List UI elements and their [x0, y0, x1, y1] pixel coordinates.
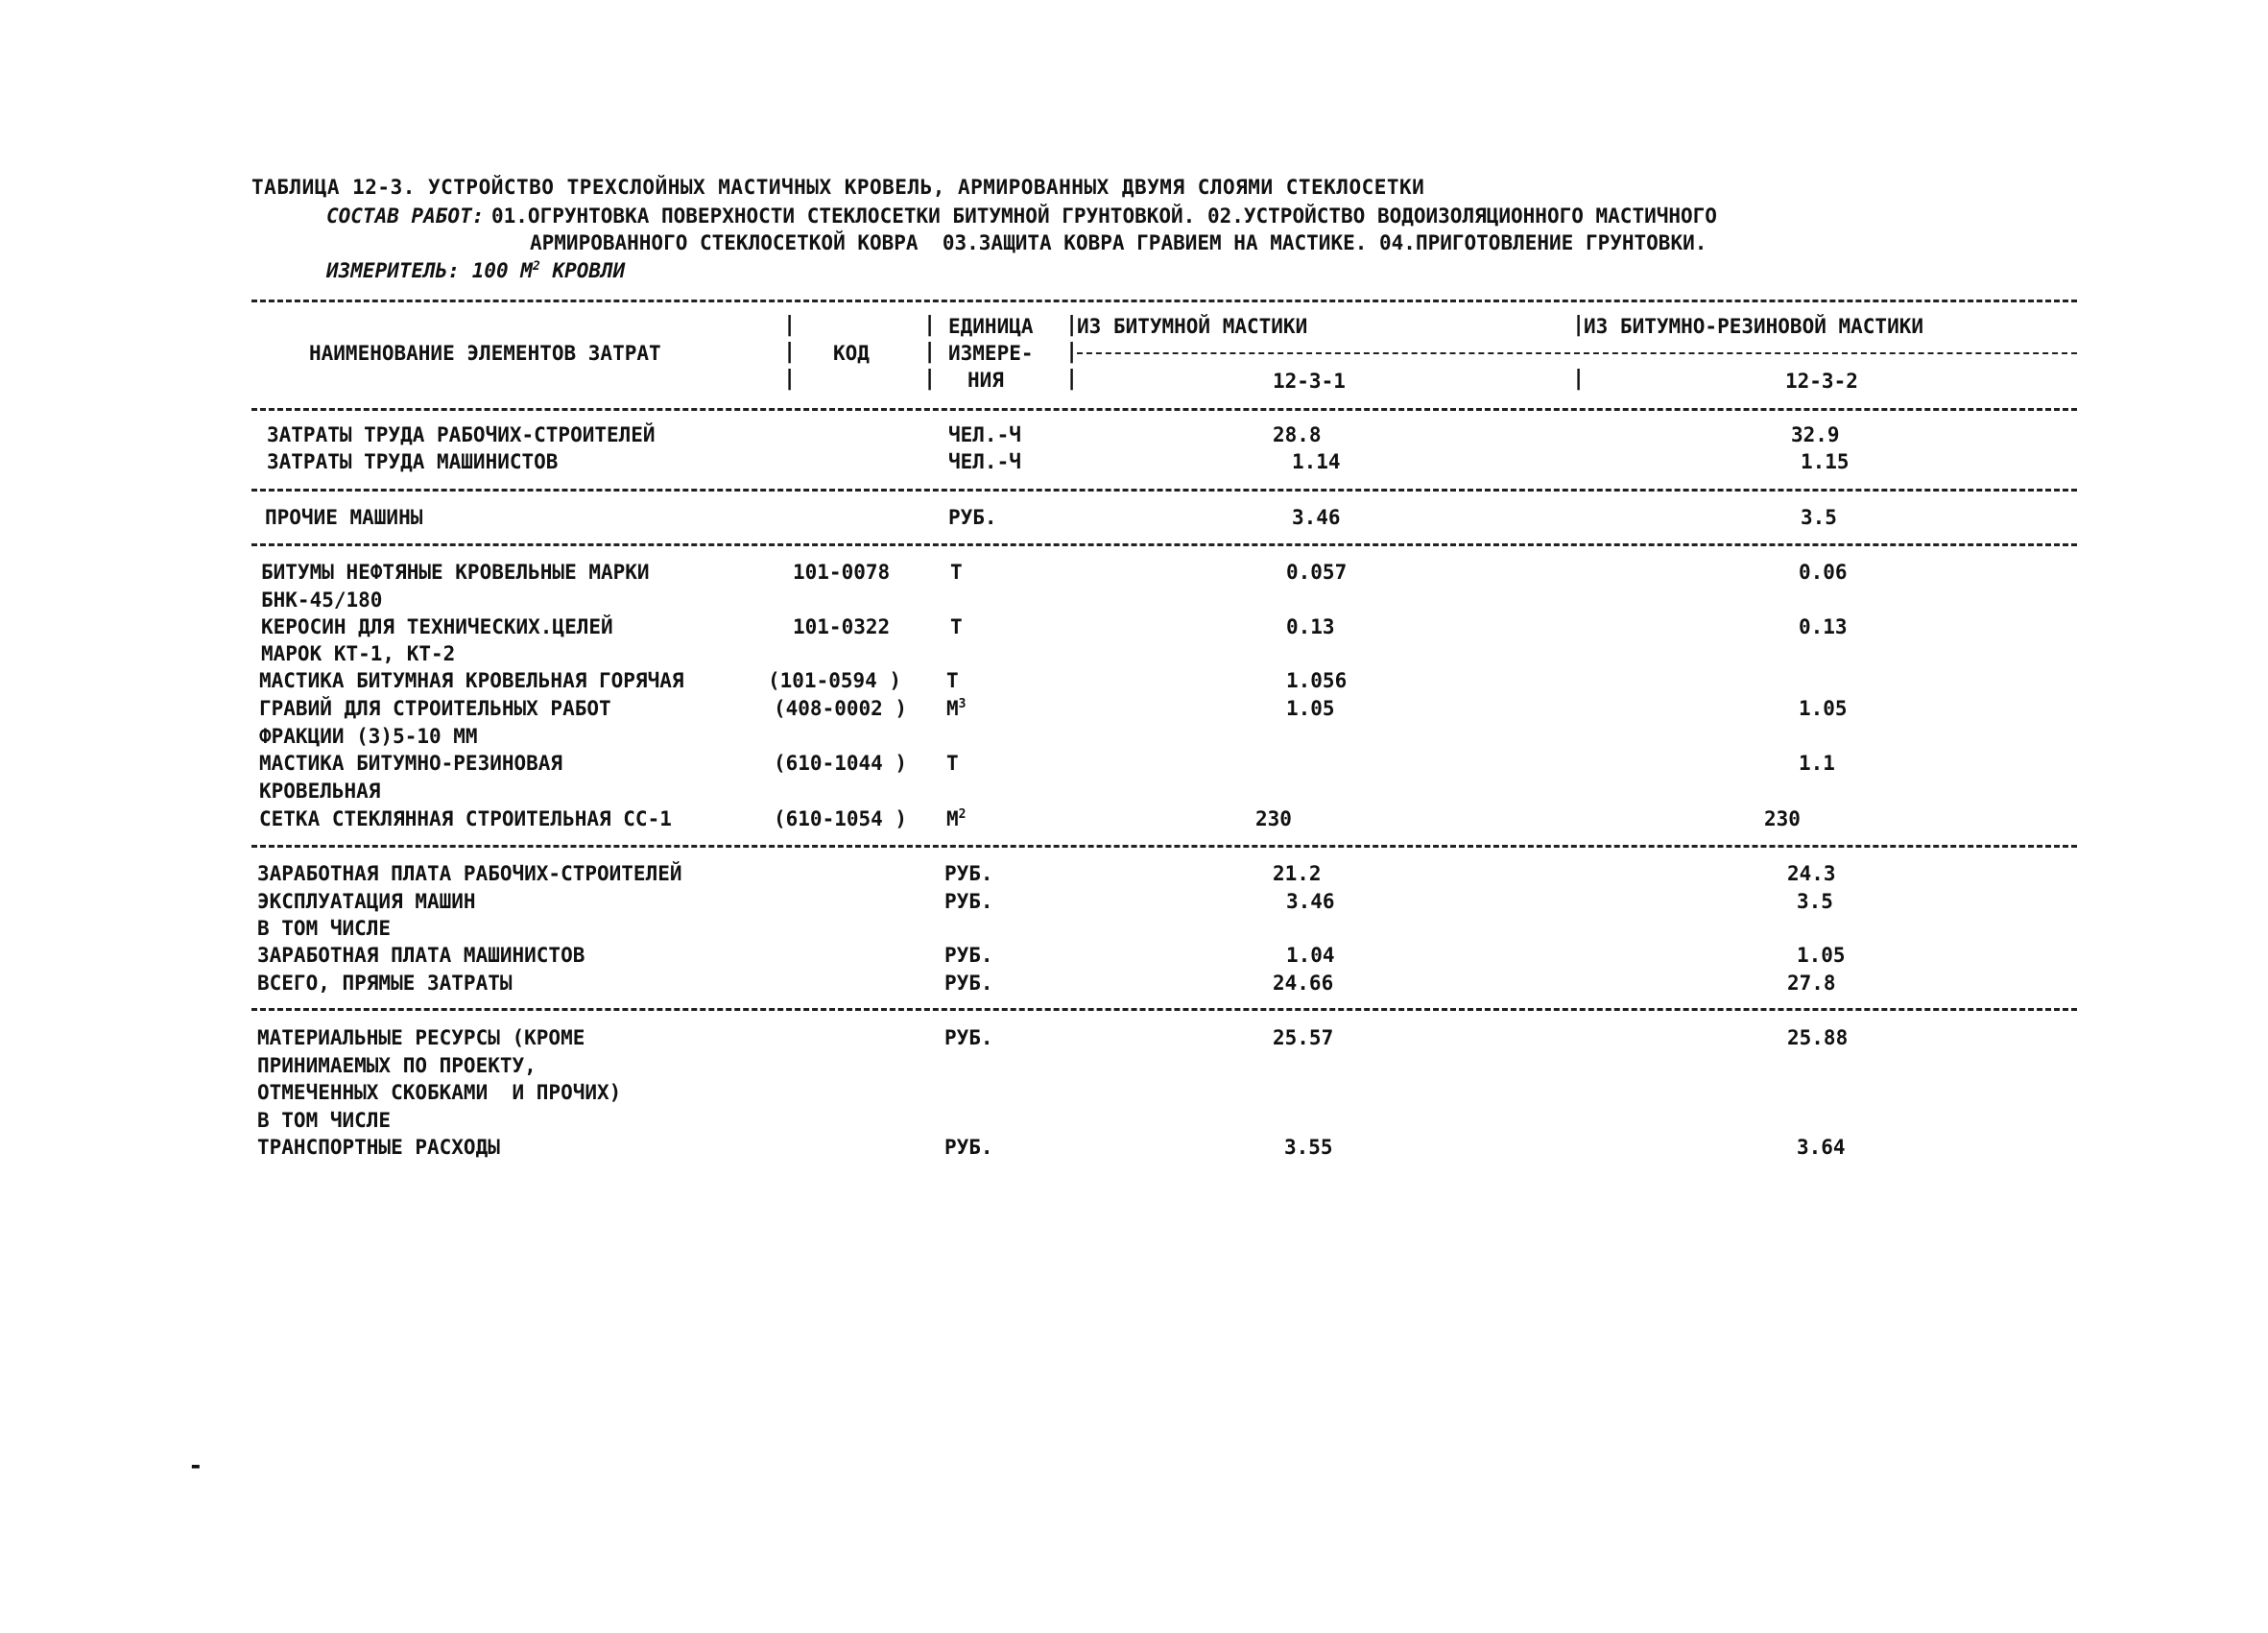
header-sep: |: [923, 340, 937, 364]
row-name-cont: ФРАКЦИИ (3)5-10 ММ: [259, 725, 478, 748]
row-name: ЗАТРАТЫ ТРУДА МАШИНИСТОВ: [267, 450, 559, 473]
row-name: СЕТКА СТЕКЛЯННАЯ СТРОИТЕЛЬНАЯ СС-1: [259, 807, 672, 830]
row-value-2: 1.05: [1799, 697, 1848, 720]
row-name: ЗАТРАТЫ ТРУДА РАБОЧИХ-СТРОИТЕЛЕЙ: [267, 423, 656, 446]
header-sep: |: [783, 313, 797, 337]
row-value-1: 3.55: [1284, 1136, 1333, 1159]
row-name: ЗАРАБОТНАЯ ПЛАТА МАШИНИСТОВ: [257, 944, 585, 967]
row-value-2: 24.3: [1787, 862, 1836, 885]
column-unit-header-l1: ЕДИНИЦА: [948, 315, 1034, 338]
row-name-cont: КРОВЕЛЬНАЯ: [259, 780, 381, 803]
row-code: (101-0594 ): [768, 669, 902, 692]
scan-mark: -: [188, 1452, 203, 1480]
row-name: ЗАРАБОТНАЯ ПЛАТА РАБОЧИХ-СТРОИТЕЛЕЙ: [257, 862, 682, 885]
group1-header: ИЗ БИТУМНОЙ МАСТИКИ: [1077, 315, 1308, 338]
row-value-1: 0.057: [1286, 561, 1348, 584]
row-name: ВСЕГО, ПРЯМЫЕ ЗАТРАТЫ: [257, 972, 513, 995]
table-top-rule: [251, 300, 2077, 302]
row-value-1: 1.056: [1286, 669, 1348, 692]
row-value-2: 3.5: [1797, 890, 1833, 913]
header-inner-rule: [1077, 352, 2077, 354]
column-unit-header-l2: ИЗМЕРЕ-: [948, 342, 1034, 365]
row-value-1: 3.46: [1286, 890, 1335, 913]
composition-line-1: 01.ОГРУНТОВКА ПОВЕРХНОСТИ СТЕКЛОСЕТКИ БИТУМНОЙ ГРУНТОВКОЙ. 02.УСТРОЙСТВО ВОДОИЗОЛЯЦИОННОГО МАСТИЧНОГО: [491, 204, 1717, 228]
column-code-header: КОД: [833, 342, 870, 365]
row-code: (408-0002 ): [774, 697, 908, 720]
row-unit: ЧЕЛ.-Ч: [948, 423, 1021, 446]
code2-header: 12-3-2: [1785, 370, 1858, 393]
composition-line-2: АРМИРОВАННОГО СТЕКЛОСЕТКОЙ КОВРА 03.ЗАЩИТА КОВРА ГРАВИЕМ НА МАСТИКЕ. 04.ПРИГОТОВЛЕНИЕ ГРУНТОВКИ.: [530, 231, 1707, 254]
row-value-1: 1.05: [1286, 697, 1335, 720]
row-name: ЭКСПЛУАТАЦИЯ МАШИН: [257, 890, 476, 913]
row-code: 101-0322: [793, 615, 891, 638]
header-sep: |: [1065, 313, 1079, 337]
row-name-cont: МАРОК КТ-1, КТ-2: [261, 642, 456, 665]
row-value-1: 1.14: [1292, 450, 1341, 473]
row-name: БИТУМЫ НЕФТЯНЫЕ КРОВЕЛЬНЫЕ МАРКИ: [261, 561, 650, 584]
composition-label: СОСТАВ РАБОТ:: [326, 204, 485, 228]
row-value-2: 230: [1764, 807, 1801, 830]
row-value-2: 0.06: [1799, 561, 1848, 584]
row-name: ТРАНСПОРТНЫЕ РАСХОДЫ: [257, 1136, 500, 1159]
row-unit: ЧЕЛ.-Ч: [948, 450, 1021, 473]
row-value-1: 24.66: [1273, 972, 1334, 995]
table-title: ТАБЛИЦА 12-3. УСТРОЙСТВО ТРЕХСЛОЙНЫХ МАСТИЧНЫХ КРОВЕЛЬ, АРМИРОВАННЫХ ДВУМЯ СЛОЯМИ СТЕКЛОСЕТКИ: [251, 176, 1425, 199]
row-unit: РУБ.: [944, 1136, 993, 1159]
header-sep: |: [923, 313, 937, 337]
section-rule: [251, 1008, 2077, 1011]
row-code: (610-1054 ): [774, 807, 908, 830]
row-value-2: 1.05: [1797, 944, 1846, 967]
header-sep: |: [923, 367, 937, 391]
header-sep: |: [1572, 367, 1586, 391]
column-unit-header-l3: НИЯ: [967, 369, 1004, 392]
meter-label-text: ИЗМЕРИТЕЛЬ:: [326, 259, 461, 282]
row-value-1: 0.13: [1286, 615, 1335, 638]
meter-label: [326, 259, 625, 282]
row-name-cont: БНК-45/180: [261, 588, 383, 612]
header-sep: |: [1572, 313, 1586, 337]
header-bottom-rule: [251, 408, 2077, 411]
row-name: ПРОЧИЕ МАШИНЫ: [265, 506, 423, 529]
row-value-2: 32.9: [1791, 423, 1840, 446]
row-name: КЕРОСИН ДЛЯ ТЕХНИЧЕСКИХ.ЦЕЛЕЙ: [261, 615, 613, 638]
row-unit-text: М: [946, 807, 959, 830]
row-code: 101-0078: [793, 561, 891, 584]
row-unit: РУБ.: [944, 972, 993, 995]
row-value-2: 0.13: [1799, 615, 1848, 638]
meter-unit: КРОВЛИ: [552, 259, 626, 282]
row-unit: Т: [946, 669, 959, 692]
row-unit: РУБ.: [944, 890, 993, 913]
column-name-header: НАИМЕНОВАНИЕ ЭЛЕМЕНТОВ ЗАТРАТ: [309, 342, 661, 365]
row-unit: РУБ.: [948, 506, 997, 529]
row-value-1: 3.46: [1292, 506, 1341, 529]
header-sep: |: [1065, 367, 1079, 391]
row-unit: Т: [946, 752, 959, 775]
row-name-cont: ОТМЕЧЕННЫХ СКОБКАМИ И ПРОЧИХ): [257, 1081, 622, 1104]
row-value-2: 25.88: [1787, 1026, 1849, 1049]
row-name-cont: ПРИНИМАЕМЫХ ПО ПРОЕКТУ,: [257, 1054, 537, 1077]
row-unit: РУБ.: [944, 862, 993, 885]
row-name: В ТОМ ЧИСЛЕ: [257, 917, 392, 940]
row-name: МАТЕРИАЛЬНЫЕ РЕСУРСЫ (КРОМЕ: [257, 1026, 585, 1049]
header-sep: |: [1065, 340, 1079, 364]
row-unit: [946, 807, 966, 830]
code1-header: 12-3-1: [1273, 370, 1346, 393]
row-unit: РУБ.: [944, 1026, 993, 1049]
row-unit-sup: 3: [958, 697, 967, 711]
row-value-1: 28.8: [1273, 423, 1322, 446]
meter-sup: 2: [532, 259, 540, 274]
row-name: МАСТИКА БИТУМНАЯ КРОВЕЛЬНАЯ ГОРЯЧАЯ: [259, 669, 684, 692]
row-unit-sup: 2: [958, 807, 967, 822]
header-sep: |: [783, 367, 797, 391]
meter-value: 100 М: [471, 259, 533, 282]
row-value-2: 1.15: [1801, 450, 1850, 473]
section-rule: [251, 489, 2077, 492]
row-value-1: 230: [1255, 807, 1292, 830]
row-value-2: 3.5: [1801, 506, 1837, 529]
row-name-cont: В ТОМ ЧИСЛЕ: [257, 1109, 392, 1132]
row-unit-text: М: [946, 697, 959, 720]
row-code: (610-1044 ): [774, 752, 908, 775]
row-value-1: 25.57: [1273, 1026, 1334, 1049]
section-rule: [251, 845, 2077, 848]
row-value-1: 21.2: [1273, 862, 1322, 885]
row-value-2: 1.1: [1799, 752, 1835, 775]
row-unit: Т: [950, 615, 963, 638]
section-rule: [251, 543, 2077, 546]
row-name: ГРАВИЙ ДЛЯ СТРОИТЕЛЬНЫХ РАБОТ: [259, 697, 611, 720]
group2-header: ИЗ БИТУМНО-РЕЗИНОВОЙ МАСТИКИ: [1584, 315, 1924, 338]
row-unit: Т: [950, 561, 963, 584]
row-value-2: 3.64: [1797, 1136, 1846, 1159]
row-value-1: 1.04: [1286, 944, 1335, 967]
row-unit: [946, 697, 966, 720]
header-sep: |: [783, 340, 797, 364]
row-name: МАСТИКА БИТУМНО-РЕЗИНОВАЯ: [259, 752, 563, 775]
row-unit: РУБ.: [944, 944, 993, 967]
row-value-2: 27.8: [1787, 972, 1836, 995]
